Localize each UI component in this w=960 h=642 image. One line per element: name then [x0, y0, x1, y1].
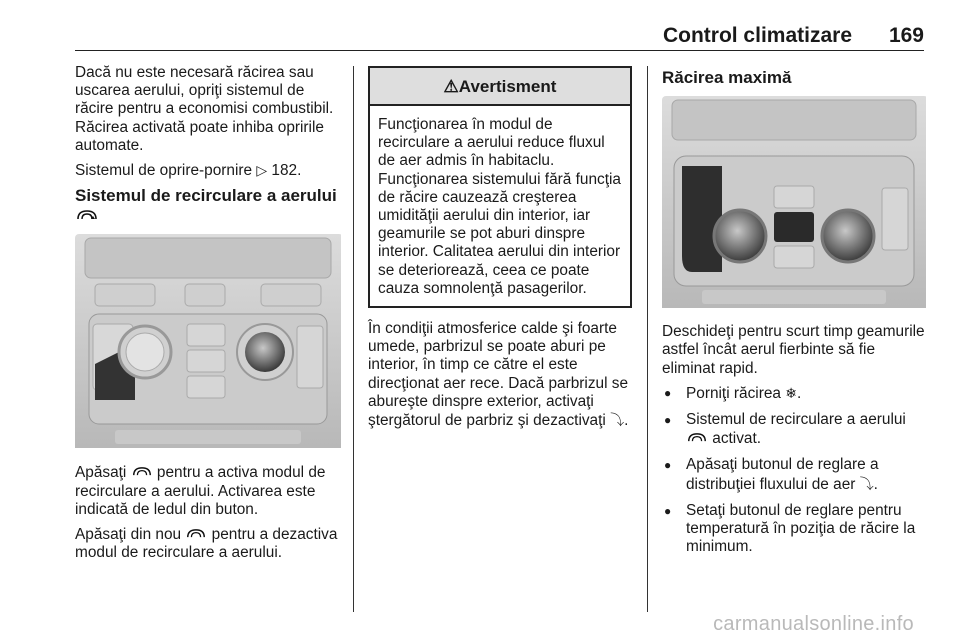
paragraph-windscreen-fog: În condiţii atmosferice calde şi foarte umede, parbrizul se poate aburi pe interior, în timp ce către el este direcţionat aer rece. Dacă parbrizul se abureşte dinspre exterior, activaţi ştergătorul de parbriz şi dezactivaţi ⤵.	[368, 320, 629, 430]
middle-column	[368, 64, 632, 436]
column-divider-right	[647, 66, 648, 612]
section-heading-recirculation: Sistemul de recirculare a aerului	[75, 186, 343, 226]
max-cooling-steps	[662, 384, 928, 557]
stop-start-text: Sistemul de oprire-pornire	[75, 162, 257, 180]
air-distribution-icon: ⤵	[859, 475, 874, 492]
page-number: 169	[888, 24, 924, 47]
warning-title: Avertisment	[458, 77, 557, 96]
header-rule	[75, 50, 924, 51]
warning-text: Funcţionarea în modul de recirculare a aerului reduce fluxul de aer admis în habitaclu. Funcţionarea sistemului fără funcţia de răcire cauzează creşterea umidităţii aerului din interior, iar geamurile se pot aburi dinspre interior. Calitatea aerului din interior se deteriorează, ceea ce poate cauza somnolenţă pasagerilor.	[378, 116, 621, 297]
right-column	[662, 64, 928, 564]
list-item: ● Sistemul de recirculare a aerului activat.	[662, 411, 928, 448]
climate-panel-photo-max-cooling	[662, 96, 928, 313]
page-reference[interactable]: 182.	[271, 162, 302, 180]
recirculation-icon	[131, 463, 153, 481]
paragraph-deactivate-recirculation: Apăsaţi din nou pentru a dezactiva modul de recirculare a aerului.	[75, 526, 338, 562]
column-divider-left	[353, 66, 354, 612]
list-item: ● Porniţi răcirea ❄.	[662, 384, 928, 403]
snowflake-ac-icon: ❄	[785, 384, 797, 401]
list-item: ● Apăsaţi butonul de reglare a distribuţiei fluxului de aer ⤵.	[662, 456, 928, 493]
arrow-ref-icon: ▷	[256, 162, 268, 179]
watermark: carmanualsonline.info	[713, 613, 914, 635]
recirculation-icon	[686, 429, 708, 447]
list-item: ● Setaţi butonul de reglare pentru temperatură în poziţia de răcire la minimum.	[662, 502, 928, 557]
section-heading-max-cooling: Răcirea maximă	[662, 68, 792, 87]
paragraph-activate-recirculation: Apăsaţi pentru a activa modul de recirculare a aerului. Activarea este indicată de ledul din buton.	[75, 464, 326, 518]
recirculation-icon	[75, 206, 99, 226]
paragraph-stop-start	[75, 161, 343, 180]
warning-header	[370, 68, 630, 106]
chapter-title: Control climatizare	[662, 24, 852, 47]
warning-box	[368, 66, 632, 308]
left-column	[75, 64, 343, 568]
recirculation-icon	[185, 525, 207, 543]
warning-triangle-icon: ⚠	[443, 77, 459, 96]
page-header	[0, 0, 960, 52]
paragraph-open-windows: Deschideţi pentru scurt timp geamurile astfel încât aerul fierbinte să fie eliminat rapid.	[662, 323, 925, 377]
climate-panel-photo	[75, 234, 343, 453]
air-distribution-icon: ⤵	[610, 412, 625, 429]
paragraph-cooling-off: Dacă nu este necesară răcirea sau uscarea aerului, opriţi sistemul de răcire pentru a economisi combustibil. Răcirea activată poate inhiba opririle automate.	[75, 64, 334, 154]
